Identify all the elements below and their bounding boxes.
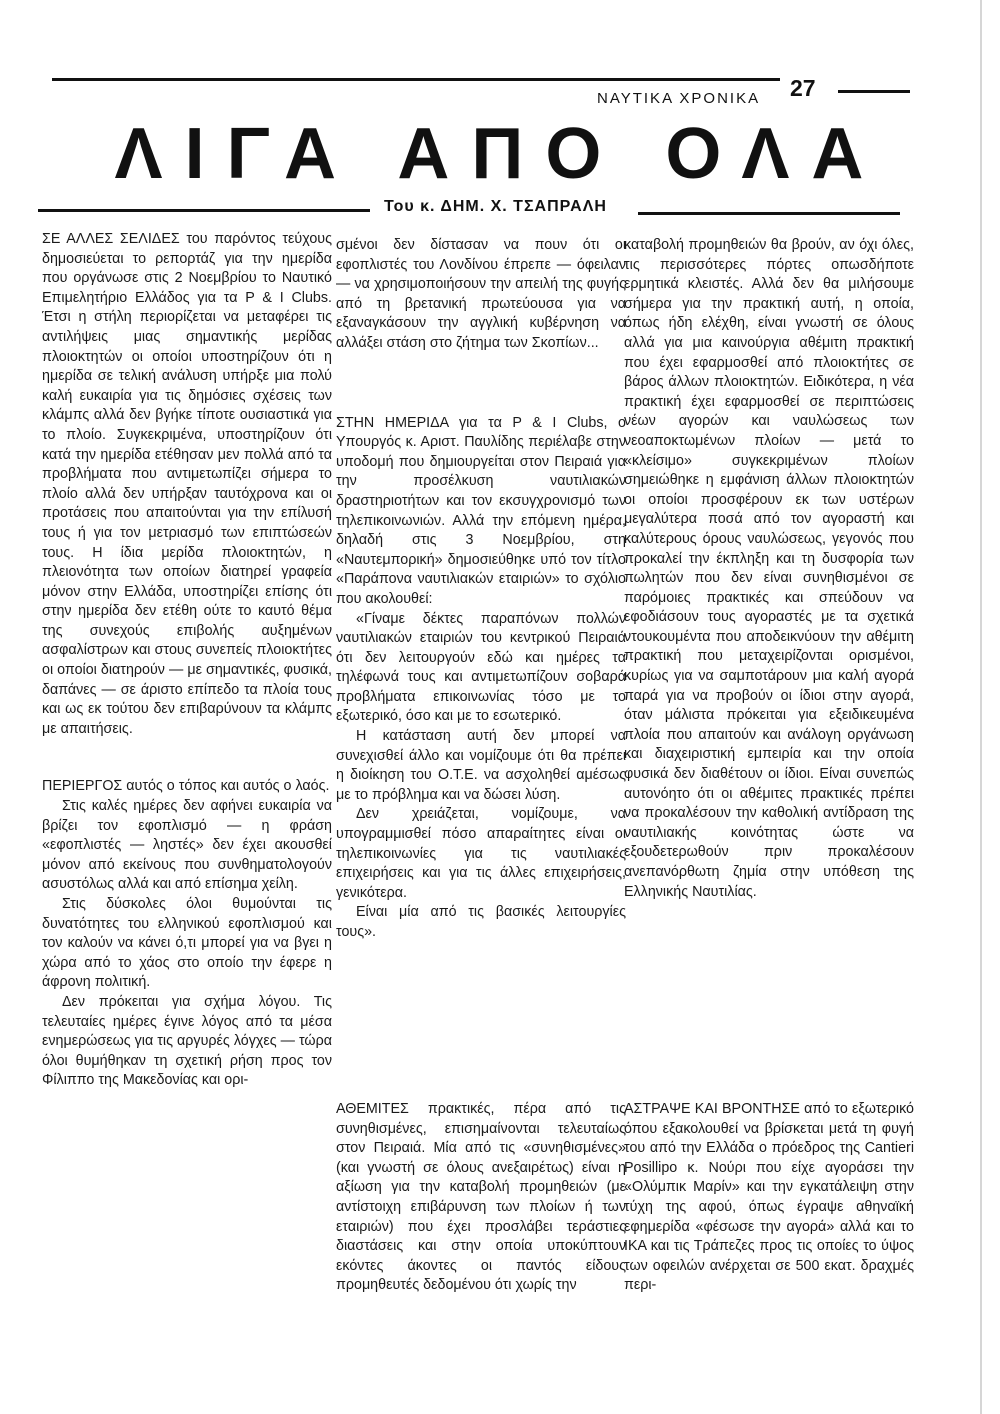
article-title: ΛΙΓΑ ΑΠΟ ΟΛΑ <box>114 114 886 194</box>
paragraph-posillipo: ΑΣΤΡΑΨΕ ΚΑΙ ΒΡΟΝΤΗΣΕ από το εξωτερικό όπου εξακολουθεί να βρίσκεται μετά τη φυγή του από την Ελλάδα ο πρόεδρος της Cantieri Posillipo κ. Νούρι που είχε αγοράσει την «Ολύμπικ Μαρίν» και την εγκατάλειψη στην τύχη της αφού, όπως έγραψε αθηναϊκή εφημερίδα «φέσωσε την αγορά» αλλά και το ΙΚΑ και τις Τράπεζες προς τις οποίες το ύψος των οφειλών ανέρχεται σε 500 εκατ. δραχμές περι- <box>624 1101 914 1294</box>
paragraph-curious-place: ΠΕΡΙΕΡΓΟΣ αυτός ο τόπος και αυτός ο λαός. <box>42 778 330 795</box>
paragraph-london-owners: σμένοι δεν δίστασαν να πουν ότι οι εφοπλιστές του Λονδίνου έπρεπε — όφειλαν — να χρησιμοποιήσουν την απειλή της φυγής από τη βρετανική πρωτεύουσα για να εξαναγκάσουν την αγγλική κυβέρνηση να αλλάξει στάση στο ζήτημα των Σκοπίων... <box>336 237 626 351</box>
paragraph-hard-days: Στις δύσκολες όλοι θυμούνται τις δυνατότητες του ελληνικού εφοπλισμού και τον καλούν να κάνει ό,τι μπορεί για να βγει η χώρα από το χάος στο οποίο την έφερε η άφρονη πολιτική. <box>42 896 332 991</box>
paragraph-quote-complaints: «Γίναμε δέκτες παραπόνων πολλών ναυτιλιακών εταιριών του κεντρικού Πειραιά ότι δεν λειτουργούν εδώ και ημέρες τα τηλέφωνά τους και αντιμετωπίζουν σοβαρά προβλήματα επικοινωνίας τόσο με το εξωτερικό, όσο και με το εσωτερικό. <box>336 610 626 725</box>
byline-rule-left <box>38 209 370 212</box>
paragraph-clubs-seminar: ΣΕ ΑΛΛΕΣ ΣΕΛΙΔΕΣ του παρόντος τεύχους δημοσιεύεται το ρεπορτάζ για την ημερίδα που οργάνωσε στις 2 Νοεμβρίου το Ναυτικό Επιμελητήριο Ελλάδος για τα P & I Clubs. Έτσι η στήλη περιορίζεται να μεταφέρει τις αντιλήψεις μιας σημαντικής μερίδας πλοιοκτητών οι οποίοι υποστηρίζουν ότι η ημερίδα σε τελική ανάλυση υπήρξε μια πολύ καλή ευκαιρία για τις δημόσιες σχέσεις των κλάμπς αλλά δεν βγήκε τίποτε ουσιαστικά για το πλοίο. Συγκεκριμένα, υποστηρίζουν ότι κατά την ημερίδα ετέθησαν μεν πολλά από τα προβλήματα που αντιμετωπίζει σήμερα το πλοίο αλλά δεν υπήρξαν ταυτόχρονα και οι προτάσεις που απαιτούνται για την επίλυσή τους ή για τον μετριασμό των επιπτώσεών τους. Η ίδια μερίδα πλοιοκτητών, η πλειονότητα των οποίων διατηρεί γραφεία μόνον στην Ελλάδα, υποστηρίζει επίσης ότι στην ημερίδα δεν ετέθη ούτε το καυτό θέμα της συνεχούς επιβολής αυξημένων ασφαλίστρων και στους συνεπείς πλοιοκτήτες οι οποίοι διατηρούν — με σημαντικές, φυσικά, δαπάνες — σε άριστο επίπεδο τα πλοία τους και ως εκ τούτου δεν επιβαρύνουν τα κλάμπς με απαιτήσεις. <box>42 231 332 737</box>
page-number: 27 <box>790 75 816 101</box>
publication-name: ΝΑΥΤΙΚΑ ΧΡΟΝΙΚΑ <box>597 90 761 107</box>
header-rule-right <box>838 90 910 93</box>
column-2-bottom <box>336 1100 626 1400</box>
paragraph-silver-spears: Δεν πρόκειται για σχήμα λόγου. Τις τελευταίες ημέρες έγινε λόγος από τα μέσα ενημερώσεως για τις αργυρές λόγχες — τώρα όλοι θυμήθηκαν τη σχετική ρήση προς τον Φίλιππο της Μακεδονίας και ορι- <box>42 993 332 1089</box>
paragraph-seminar-minister: ΣΤΗΝ ΗΜΕΡΙΔΑ για τα P & I Clubs, ο Υπουργός κ. Αριστ. Παυλίδης περιέλαβε στην υποδομή που δημιουργείται στον Πειραιά για την προσέλκυση ναυτιλιακών δραστηριοτήτων και τον εκσυγχρονισμό των τηλεπικοινωνιών. Αλλά την επόμενη ημέρα, δηλαδή στις 3 Νοεμβρίου, στη «Ναυτεμπορική» δημοσιεύθηκε υπό τον τίτλο «Παράπονα ναυτιλιακών εταιριών» το σχόλιο που ακολουθεί: <box>336 414 626 607</box>
column-1 <box>42 230 332 1390</box>
paragraph-unfair-practices: ΑΘΕΜΙΤΕΣ πρακτικές, πέρα από τις συνηθισμένες, επισημαίνονται τελευταίως στον Πειραιά. Μία από τις «συνηθισμένες» (και γνωστή σε όλους ανεξαιρέτως) είναι η αξίωση για την καταβολή προμηθειών (με αντίστοιχη επιβάρυνση των πλοίων ή των εταιριών) που έχει προσλάβει τεράστιες διαστάσεις και στην οποία υποκύπτουν εκόντες άκοντες οι παντός είδους προμηθευτές δεδομένου ότι χωρίς την <box>336 1101 626 1294</box>
article-byline: Του κ. ΔΗΜ. Χ. ΤΣΑΠΡΑΛΗ <box>384 198 607 215</box>
header-rule-left <box>52 78 780 81</box>
page-edge <box>980 0 982 1414</box>
column-3-bottom <box>624 1100 914 1400</box>
byline-rule-right <box>638 212 900 215</box>
paragraph-quote-end: Είναι μία από τις βασικές λειτουργίες τους». <box>336 904 626 940</box>
column-3 <box>624 236 914 1096</box>
paragraph-quote-ote: Η κατάσταση αυτή δεν μπορεί να συνεχισθεί άλλο και νομίζουμε ότι θα πρέπει η διοίκηση του Ο.Τ.Ε. να ασχοληθεί αμέσως με το πρόβλημα και να δώσει λύση. <box>336 728 626 803</box>
paragraph-unfair-practices-cont: καταβολή προμηθειών θα βρούν, αν όχι όλες, τις περισσότερες πόρτες οπωσδήποτε ερμητικά κλειστές. Αλλά δεν θα μιλήσουμε σήμερα για την πρακτική αυτή, η οποία, όπως ήδη ελέχθη, είναι γνωστή σε όλους αλλά για μια καινούργια αθέμιτη πρακτική που έχει εφαρμοσθεί από πλοιοκτήτες σε βάρος άλλων πλοιοκτητών. Ειδικότερα, η νέα πρακτική έχει εφαρμοσθεί σε περιπτώσεις νέων αγορών και ναυλώσεως των νεοαποκτωμένων πλοίων — μετά το «κλείσιμο» συγκεκριμένων πλοίων σημειώθηκε η εμφάνιση άλλων πλοιοκτητών οι οποίοι προσφέρουν εκ των υστέρων μεγαλύτερα ποσά από τον αγοραστή και καλύτερους όρους ναυλώσεως, γεγονός που προκαλεί την έκπληξη και τη δυσφορία των πωλητών που δεν είναι συνηθισμένοι σε παρόμοιες πρακτικές και σπεύδουν να εφοδιάσουν τους αγοραστές με τα σχετικά ντουκουμέντα που αποδεικνύουν την αθέμιτη πρακτική που μεταχειρίζονται ορισμένοι, κυρίως για να σαμποτάρουν μια καλή αγορά παρά για να προβούν οι ίδιοι στην αγορά, όταν μάλιστα πρόκειται για εξειδικευμένα πλοία που απαιτούν και ανάλογη οργάνωση και διαχειριστική εμπειρία και την οποία φυσικά δεν διαθέτουν οι ίδιοι. Είναι συνεπώς αυτονόητο ότι οι αθέμιτες πρακτικές πρέπει να προκαλέσουν την καθολική αντίδραση της ναυτιλιακής κοινότητας ώστε να εξουδετερωθούν πριν προκαλέσουν ανεπανόρθωτη ζημία στην υπόθεση της Ελληνικής Ναυτιλίας. <box>624 237 914 900</box>
paragraph-good-days: Στις καλές ημέρες δεν αφήνει ευκαιρία να βρίζει τον εφοπλισμό — η φράση «εφοπλιστές — ληστές» δεν έχει ακουσθεί μόνον από εκείνους που συνθηματολογούν ασυστόλως αλλά και από επίσημα χείλη. <box>42 798 332 893</box>
paragraph-quote-telecom: Δεν χρειάζεται, νομίζουμε, να υπογραμμισθεί πόσο απαραίτητες είναι οι τηλεπικοινωνίες για τις ναυτιλιακές επιχειρήσεις και για τις άλλες επιχειρήσεις, γενικότερα. <box>336 806 626 901</box>
column-2 <box>336 236 626 1096</box>
